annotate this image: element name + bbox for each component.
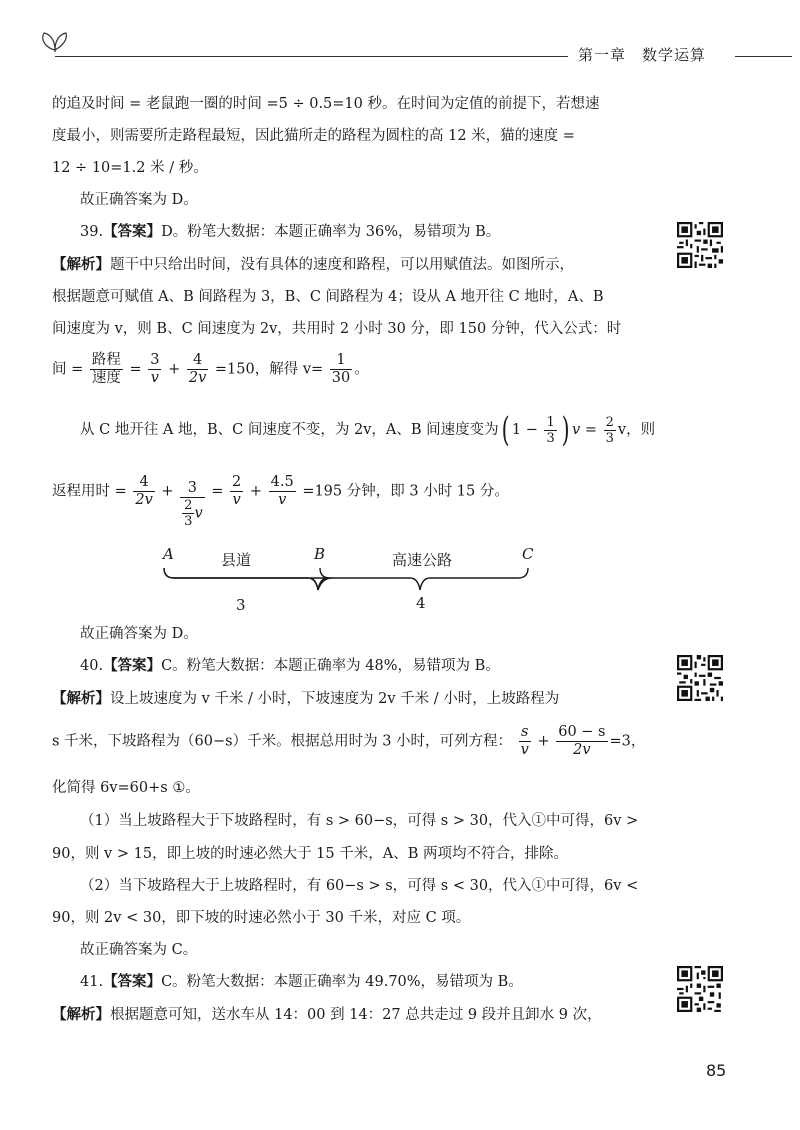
answer-tag: 【答案】 bbox=[103, 657, 162, 674]
analysis-line bbox=[52, 1005, 602, 1025]
formula-time bbox=[52, 352, 369, 387]
formula-return-time bbox=[52, 474, 509, 529]
answer-conclusion: 故正确答案为 D。 bbox=[80, 626, 198, 642]
question-number: 39. bbox=[80, 224, 104, 240]
running-header bbox=[578, 44, 738, 65]
formula-text: v = bbox=[572, 422, 597, 438]
point-b-label: B bbox=[314, 545, 326, 563]
formula-text: 1 − bbox=[511, 422, 538, 438]
formula-text: 。 bbox=[354, 361, 369, 378]
formula-text: = bbox=[129, 361, 142, 378]
formula-text: = bbox=[211, 483, 224, 500]
text-line: 12 ÷ 10=1.2 米 / 秒。 bbox=[52, 160, 208, 176]
fraction: $\frac{1}{3}$ bbox=[546, 414, 555, 446]
formula-text: =195 分钟，即 3 小时 15 分。 bbox=[302, 483, 509, 500]
answer-text: D。粉笔大数据：本题正确率为 36%，易错项为 B。 bbox=[161, 224, 501, 240]
chapter-number: 第一章 bbox=[578, 46, 627, 64]
formula-text: 返程用时 = bbox=[52, 483, 127, 500]
expressway-label: 高速公路 bbox=[392, 551, 453, 569]
formula-text: =150，解得 v= bbox=[214, 361, 324, 378]
question-number: 41. bbox=[80, 974, 104, 990]
question-number: 40. bbox=[80, 658, 104, 674]
text-line: 间速度为 v，则 B、C 间速度为 2v，共用时 2 小时 30 分，即 150 分钟，代入公式：时 bbox=[52, 321, 622, 337]
segment-ab-length: 3 bbox=[236, 596, 246, 614]
answer-conclusion: 故正确答案为 D。 bbox=[80, 192, 198, 208]
question-40-answer bbox=[80, 656, 500, 676]
analysis-tag: 【解析】 bbox=[52, 256, 110, 273]
text-line: （1）当上坡路程大于下坡路程时，有 s > 60−s，可得 s > 30，代入①中可得，6v > bbox=[80, 813, 639, 829]
analysis-text: 根据题意可知，送水车从 14：00 到 14：27 总共走过 9 段并且卸水 9 次， bbox=[110, 1007, 602, 1023]
text-line: 化简得 6v=60+s ①。 bbox=[52, 780, 200, 796]
formula-text: s 千米，下坡路程为（60−s）千米。根据总用时为 3 小时，可列方程： bbox=[52, 733, 513, 750]
analysis-line bbox=[52, 255, 574, 275]
point-c-label: C bbox=[522, 545, 534, 563]
header-rule-right bbox=[735, 56, 792, 57]
text-line: 90，则 v > 15，即上坡的时速必然大于 15 千米，A、B 两项均不符合，排除。 bbox=[52, 846, 568, 862]
qr-code-icon[interactable] bbox=[677, 655, 723, 701]
fraction: $\frac{4}{2v}$ bbox=[135, 474, 153, 508]
fraction: $\frac{\text{路程}}{\text{速度}}$ bbox=[91, 352, 121, 386]
answer-tag: 【答案】 bbox=[103, 973, 162, 990]
formula-text: 从 C 地开往 A 地，B、C 间速度不变，为 2v，A、B 间速度变为 bbox=[80, 422, 499, 438]
answer-text: C。粉笔大数据：本题正确率为 49.70%，易错项为 B。 bbox=[161, 974, 523, 990]
analysis-tag: 【解析】 bbox=[52, 690, 110, 707]
fraction: $\frac{2}{3}$ bbox=[605, 414, 614, 446]
formula-text: 间 = bbox=[52, 361, 84, 378]
fraction: $\frac{4.5}{v}$ bbox=[270, 474, 294, 508]
text-line: 的追及时间 = 老鼠跑一圈的时间 =5 ÷ 0.5=10 秒。在时间为定值的前提下，若想速 bbox=[52, 96, 600, 112]
page-number: 85 bbox=[706, 1061, 727, 1080]
county-road-label: 县道 bbox=[221, 551, 252, 569]
fraction: $\frac{4}{2v}$ bbox=[188, 352, 207, 386]
text-line: 根据题意可赋值 A、B 间路程为 3，B、C 间路程为 4；设从 A 地开往 C 地时，A、B bbox=[52, 289, 604, 305]
answer-text: C。粉笔大数据：本题正确率为 48%，易错项为 B。 bbox=[161, 658, 500, 674]
formula-text: =3， bbox=[609, 733, 646, 750]
formula-text: + bbox=[537, 733, 550, 750]
answer-tag: 【答案】 bbox=[103, 223, 162, 240]
formula-speed-change: 从 C 地开往 A 地，B、C 间速度不变，为 2v，A、B 间速度变为( 1 − $\frac{1}{3}$ ) v = $\frac{2}{3}$ v，则 bbox=[80, 410, 656, 450]
fraction: $\frac{s}{v}$ bbox=[520, 724, 529, 758]
analysis-text: 设上坡速度为 v 千米 / 小时，下坡速度为 2v 千米 / 小时，上坡路程为 bbox=[110, 691, 560, 707]
fraction: $\frac{2}{v}$ bbox=[232, 474, 242, 508]
leaf-ornament-icon bbox=[38, 30, 72, 52]
segment-bc-length: 4 bbox=[416, 594, 426, 612]
text-line: 度最小，则需要所走路程最短，因此猫所走的路程为圆柱的高 12 米，猫的速度 = bbox=[52, 128, 575, 144]
fraction: $\frac{3}{v}$ bbox=[150, 352, 160, 386]
analysis-tag: 【解析】 bbox=[52, 1006, 110, 1023]
formula-text: v，则 bbox=[617, 422, 656, 438]
question-41-answer bbox=[80, 972, 523, 992]
formula-text: + bbox=[161, 483, 174, 500]
distance-braces bbox=[160, 566, 535, 598]
chapter-title: 数学运算 bbox=[642, 46, 707, 64]
text-line: （2）当下坡路程大于上坡路程时，有 60−s > s，可得 s < 30，代入①中可得，6v < bbox=[80, 878, 639, 894]
analysis-line bbox=[52, 689, 559, 709]
complex-fraction: 3 $\frac{2}{3}$ v bbox=[180, 480, 204, 529]
formula-text: + bbox=[168, 361, 181, 378]
analysis-text: 题干中只给出时间，没有具体的速度和路程，可以用赋值法。如图所示， bbox=[110, 257, 574, 273]
question-39-answer bbox=[80, 222, 500, 242]
qr-code-icon[interactable] bbox=[677, 222, 723, 268]
formula-text: + bbox=[249, 483, 263, 500]
formula-equation bbox=[52, 724, 645, 759]
qr-code-icon[interactable] bbox=[677, 966, 723, 1012]
text-line: 90，则 2v < 30，即下坡的时速必然小于 30 千米，对应 C 项。 bbox=[52, 910, 471, 926]
header-rule-left bbox=[55, 56, 568, 57]
point-a-label: A bbox=[163, 545, 174, 563]
fraction: $\frac{1}{30}$ bbox=[331, 352, 351, 386]
answer-conclusion: 故正确答案为 C。 bbox=[80, 942, 198, 958]
fraction: $\frac{60 - s}{2v}$ bbox=[558, 724, 606, 758]
